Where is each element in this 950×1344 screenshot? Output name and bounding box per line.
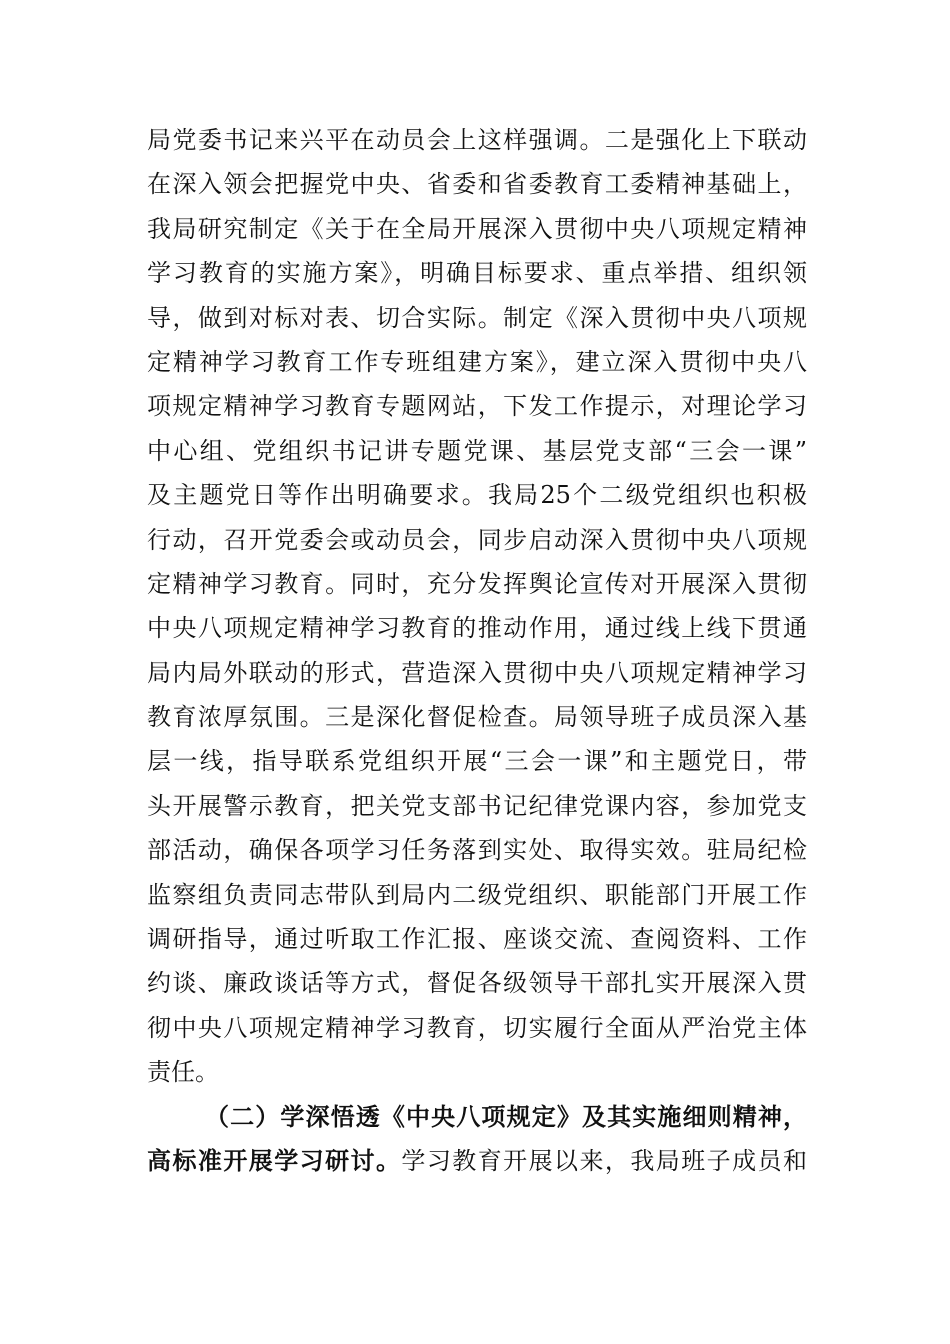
section-heading: （二）学深悟透《中央八项规定》及其实施细则精神， [205, 1101, 807, 1131]
body-line: 定精神学习教育工作专班组建方案》，建立深入贯彻中央八 [147, 347, 807, 376]
body-line: 头开展警示教育，把关党支部书记纪律党课内容，参加党支 [147, 791, 807, 820]
body-line: 监察组负责同志带队到局内二级党组织、职能部门开展工作 [147, 880, 807, 909]
body-line: 教育浓厚氛围。三是深化督促检查。局领导班子成员深入基 [147, 703, 807, 732]
body-line: 项规定精神学习教育专题网站，下发工作提示，对理论学习 [147, 392, 807, 421]
body-line: 局内局外联动的形式，营造深入贯彻中央八项规定精神学习 [147, 658, 807, 687]
body-line: 我局研究制定《关于在全局开展深入贯彻中央八项规定精神 [147, 214, 807, 243]
document-body [147, 118, 807, 1183]
body-line: 彻中央八项规定精神学习教育，切实履行全面从严治党主体 [147, 1013, 807, 1042]
body-line: 责任。 [147, 1058, 219, 1087]
body-line: 部活动，确保各项学习任务落到实处、取得实效。驻局纪检 [147, 836, 807, 865]
section-heading-continuation [147, 1139, 807, 1183]
section-heading-end: 高标准开展学习研讨。 [147, 1145, 402, 1175]
body-line: 调研指导，通过听取工作汇报、座谈交流、查阅资料、工作 [147, 925, 807, 954]
body-line: 及主题党日等作出明确要求。我局25个二级党组织也积极 [147, 481, 807, 510]
body-line: 学习教育的实施方案》，明确目标要求、重点举措、组织领 [147, 259, 807, 288]
body-line: 在深入领会把握党中央、省委和省委教育工委精神基础上， [147, 170, 807, 199]
body-line: 中心组、党组织书记讲专题党课、基层党支部“三会一课” [147, 436, 807, 465]
section-body-start: 学习教育开展以来，我局班子成员和 [401, 1146, 807, 1175]
body-line: 局党委书记来兴平在动员会上这样强调。二是强化上下联动 [147, 126, 807, 154]
body-line: 定精神学习教育。同时，充分发挥舆论宣传对开展深入贯彻 [147, 569, 807, 598]
body-line: 中央八项规定精神学习教育的推动作用，通过线上线下贯通 [147, 614, 807, 643]
body-line: 行动，召开党委会或动员会，同步启动深入贯彻中央八项规 [147, 525, 807, 554]
body-line: 层一线，指导联系党组织开展“三会一课”和主题党日，带 [147, 747, 807, 776]
body-line: 导，做到对标对表、切合实际。制定《深入贯彻中央八项规 [147, 303, 807, 332]
body-line: 约谈、廉政谈话等方式，督促各级领导干部扎实开展深入贯 [147, 969, 807, 998]
